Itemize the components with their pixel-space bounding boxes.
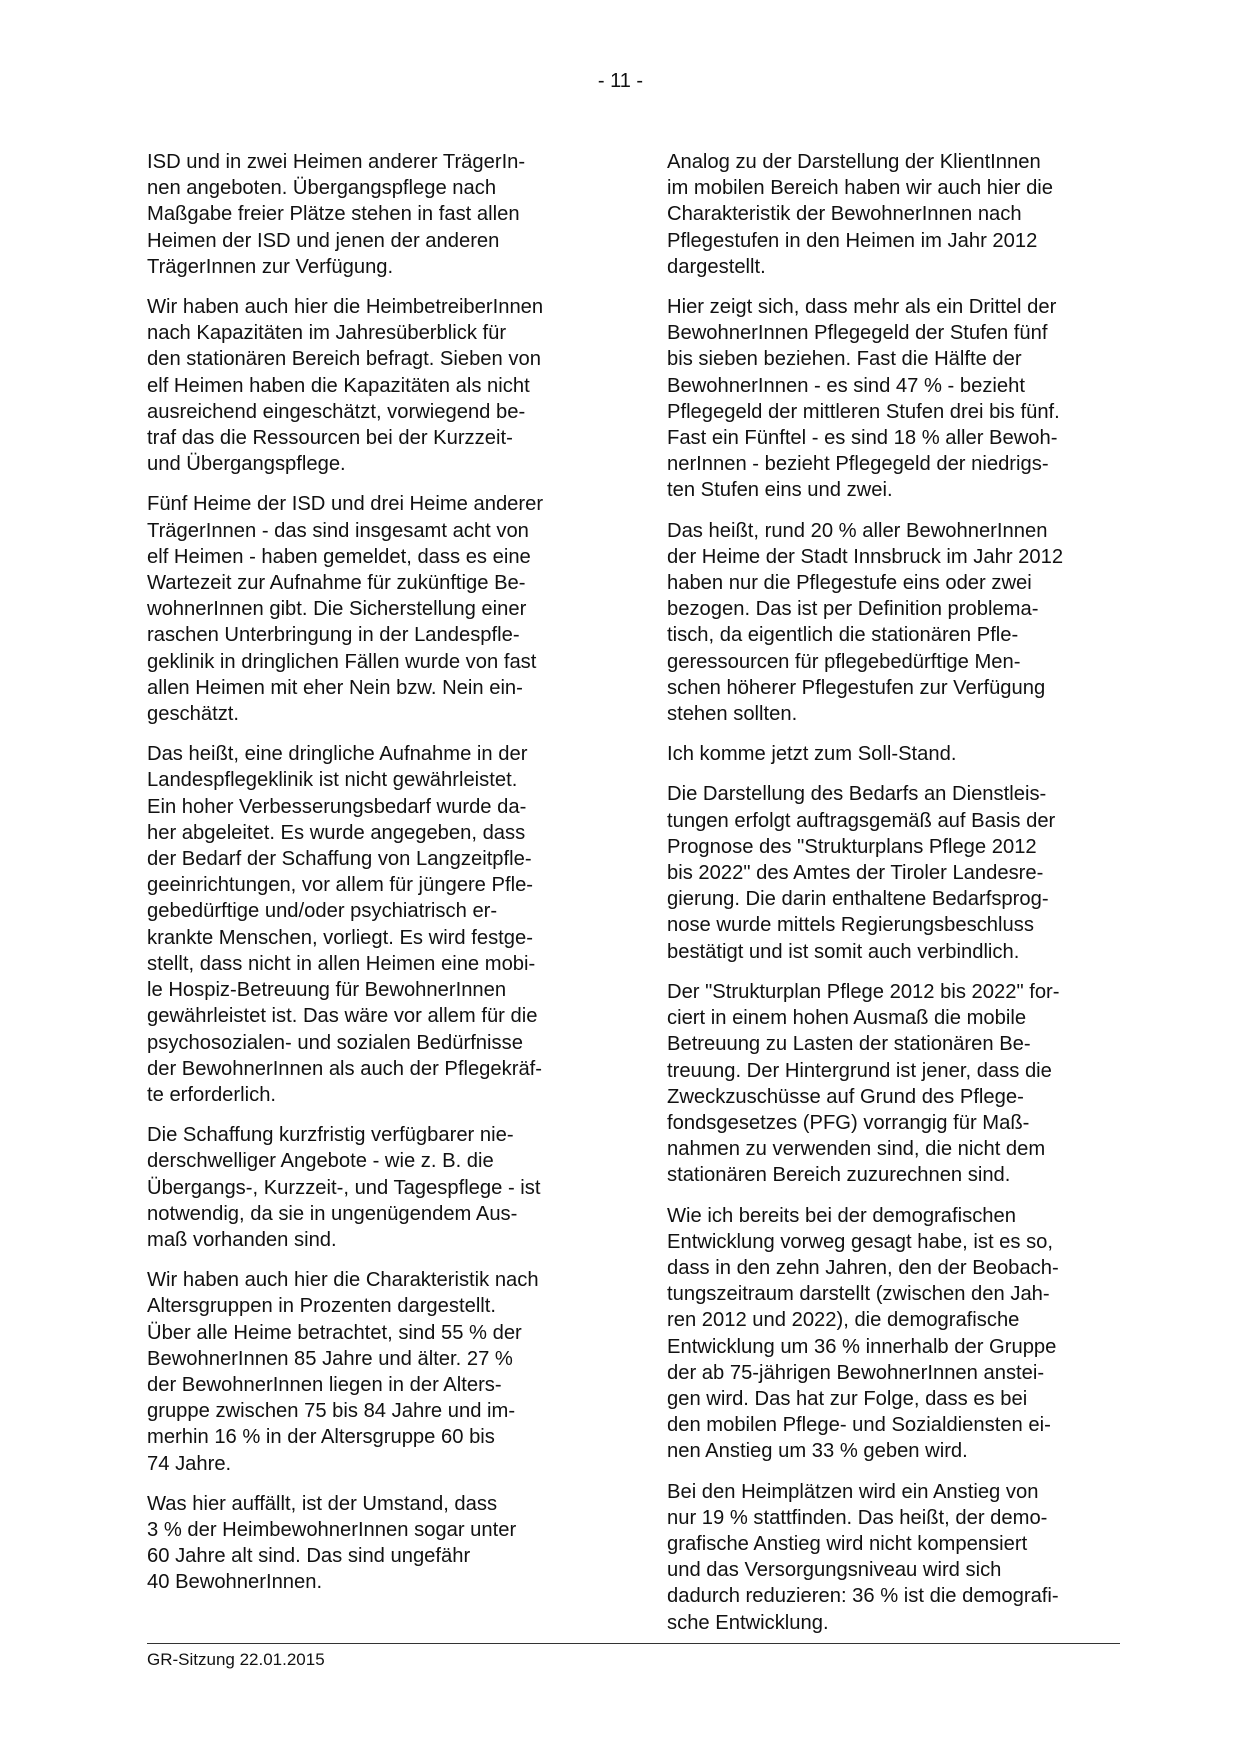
paragraph: Das heißt, rund 20 % aller BewohnerInnen der Heime der Stadt Innsbruck im Jahr 2012 haben nur die Pflegestufe eins oder zwei bezogen. Das ist per Definition problema- tisch, da eigentlich die stationären Pfle- geressourcen für pflegebedürftige Men- schen höherer Pflegestufen zur Verfügung stehen sollten. [667, 519, 1064, 726]
paragraph: ISD und in zwei Heimen anderer TrägerIn- nen angeboten. Übergangspflege nach Maßgabe freier Plätze stehen in fast allen Heimen der ISD und jenen der anderen TrägerInnen zur Verfügung. [147, 151, 526, 278]
left-column [147, 149, 603, 1610]
paragraph: Bei den Heimplätzen wird ein Anstieg von nur 19 % stattfinden. Das heißt, der demo- grafische Anstieg wird nicht kompensiert und das Versorgungsniveau wird sich dadurch reduzieren: 36 % ist die demografi- sche Entwicklung. [667, 1480, 1059, 1634]
paragraph: Fünf Heime der ISD und drei Heime anderer TrägerInnen - das sind insgesamt acht von elf Heimen - haben gemeldet, dass es eine Wartezeit zur Aufnahme für zukünftige Be- wohnerInnen gibt. Die Sicherstellung einer raschen Unterbringung in der Landespfle- geklinik in dringlichen Fällen wurde von fast allen Heimen mit eher Nein bzw. Nein ein- geschätzt. [147, 493, 544, 726]
paragraph: Wir haben auch hier die HeimbetreiberInnen nach Kapazitäten im Jahresüberblick für den stationären Bereich befragt. Sieben von elf Heimen haben die Kapazitäten als nicht ausreichend eingeschätzt, vorwiegend be- traf das die Ressourcen bei der Kurzzeit- und Übergangspflege. [147, 296, 544, 476]
footer-divider [147, 1643, 1120, 1644]
paragraph: Wie ich bereits bei der demografischen Entwicklung vorweg gesagt habe, ist es so, dass in den zehn Jahren, den der Beobach- tungszeitraum darstellt (zwischen den Jah- ren 2012 und 2022), die demografische Entwicklung um 36 % innerhalb der Gruppe der ab 75-jährigen BewohnerInnen anstei- gen wird. Das hat zur Folge, dass es bei den mobilen Pflege- und Sozialdiensten ei- nen Anstieg um 33 % geben wird. [667, 1204, 1059, 1463]
paragraph: Was hier auffällt, ist der Umstand, dass 3 % der HeimbewohnerInnen sogar unter 60 Jahre alt sind. Das sind ungefähr 40 BewohnerInnen. [147, 1492, 517, 1594]
paragraph: Der "Strukturplan Pflege 2012 bis 2022" for- ciert in einem hohen Ausmaß die mobile Betreuung zu Lasten der stationären Be- treuung. Der Hintergrund ist jener, dass die Zweckzuschüsse auf Grund des Pflege- fondsgesetzes (PFG) vorrangig für Maß- nahmen zu verwenden sind, die nicht dem stationären Bereich zuzurechnen sind. [667, 980, 1060, 1187]
footer-text: GR-Sitzung 22.01.2015 [147, 1650, 325, 1669]
paragraph: Ich komme jetzt zum Soll-Stand. [667, 743, 957, 766]
paragraph: Die Schaffung kurzfristig verfügbarer nie- derschwelliger Angebote - wie z. B. die Übergangs-, Kurzzeit-, und Tagespflege - ist notwendig, da sie in ungenügendem Aus- maß vorhanden sind. [147, 1124, 541, 1251]
paragraph: Das heißt, eine dringliche Aufnahme in der Landespflegeklinik ist nicht gewährleistet. Ein hoher Verbesserungsbedarf wurde da- her abgeleitet. Es wurde angegeben, dass der Bedarf der Schaffung von Langzeitpfle- geeinrichtungen, vor allem für jüngere Pfle- gebedürftige und/oder psychiatrisch er- krankte Menschen, vorliegt. Es wird festge- stellt, dass nicht in allen Heimen eine mobi- le Hospiz-Betreuung für BewohnerInnen gewährleistet ist. Das wäre vor allem für die psychosozialen- und sozialen Bedürfnisse der BewohnerInnen als auch der Pflegekräf- te erforderlich. [147, 743, 543, 1106]
right-column [667, 149, 1125, 1650]
paragraph: Die Darstellung des Bedarfs an Dienstleis- tungen erfolgt auftragsgemäß auf Basis der Prognose des "Strukturplans Pflege 2012 bis 2022" des Amtes der Tiroler Landesre- gierung. Die darin enthaltene Bedarfsprog- nose wurde mittels Regierungsbeschluss bestätigt und ist somit auch verbindlich. [667, 783, 1056, 963]
page-number: - 11 - [597, 70, 644, 92]
paragraph: Analog zu der Darstellung der KlientInnen im mobilen Bereich haben wir auch hier die Charakteristik der BewohnerInnen nach Pflegestufen in den Heimen im Jahr 2012 dargestellt. [667, 151, 1054, 278]
paragraph: Hier zeigt sich, dass mehr als ein Drittel der BewohnerInnen Pflegegeld der Stufen fünf bis sieben beziehen. Fast die Hälfte der BewohnerInnen - es sind 47 % - bezieht Pflegegeld der mittleren Stufen drei bis fünf. Fast ein Fünftel - es sind 18 % aller Bewoh- nerInnen - bezieht Pflegegeld der niedrigs- ten Stufen eins und zwei. [667, 296, 1060, 502]
paragraph: Wir haben auch hier die Charakteristik nach Altersgruppen in Prozenten dargestellt. Über alle Heime betrachtet, sind 55 % der BewohnerInnen 85 Jahre und älter. 27 % der BewohnerInnen liegen in der Alters- gruppe zwischen 75 bis 84 Jahre und im- merhin 16 % in der Altersgruppe 60 bis 74 Jahre. [147, 1269, 539, 1475]
